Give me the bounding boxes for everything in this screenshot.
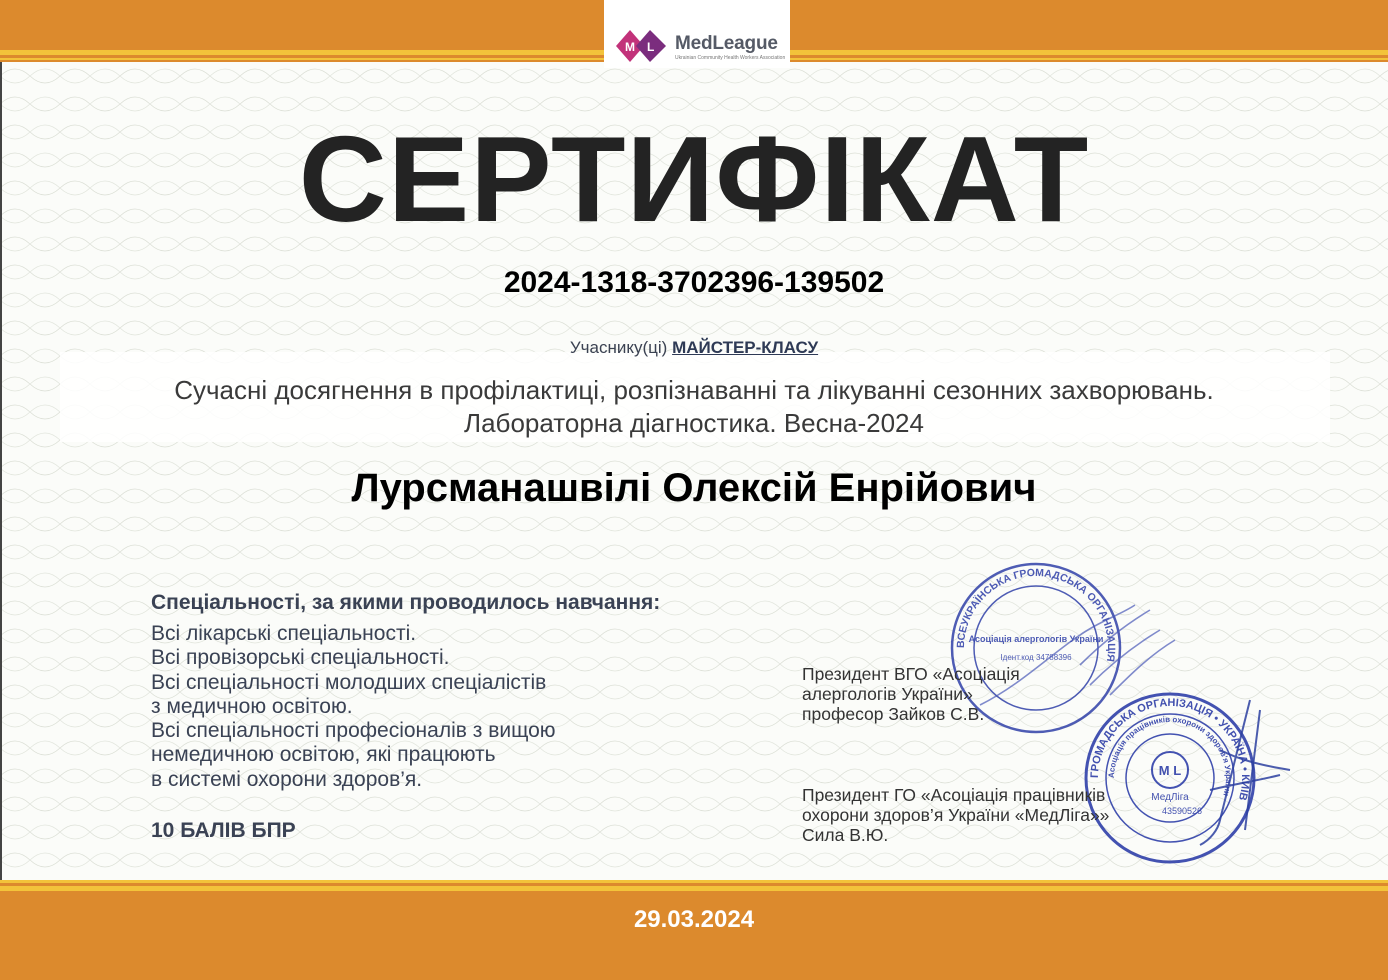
logo-brand-name: MedLeague: [675, 33, 778, 54]
issue-date: 29.03.2024: [633, 906, 755, 933]
logo-subtitle: Ukrainian Community Health Workers Association: [675, 55, 786, 61]
stamp1-code: Ідент.код 34788396: [1000, 653, 1072, 662]
stamp1-ring-text: ВСЕУКРАЇНСЬКА ГРОМАДСЬКА ОРГАНІЗАЦІЯ: [954, 566, 1118, 663]
specialties-heading: Спеціальності, за якими проводилось навчання:: [151, 591, 661, 614]
signatory-line: Президент ВГО «Асоціація: [802, 664, 1020, 684]
signatory-line: Сила В.Ю.: [802, 825, 889, 845]
certificate-number: 2024-1318-3702396-139502: [503, 266, 885, 299]
certificate-title: СЕРТИФІКАТ: [298, 111, 1090, 247]
specialty-line: Всі провізорські спеціальності.: [151, 646, 450, 670]
signatory-medliga: [802, 785, 1109, 845]
handwritten-signature: [1140, 690, 1300, 860]
specialty-line: Всі спеціальності молодших спеціалістів: [151, 670, 547, 694]
specialties-list: [151, 622, 556, 792]
signatory-line: професор Зайков С.В.: [802, 704, 985, 724]
svg-text:L: L: [647, 40, 655, 54]
signatory-line: Президент ГО «Асоціація працівників: [802, 785, 1106, 805]
course-title-line: Лабораторна діагностика. Весна-2024: [464, 408, 924, 438]
signatory-line: охорони здоров’я України «МедЛіга»»: [802, 805, 1110, 825]
stamp2-code: 43590526: [1161, 806, 1203, 816]
specialty-line: в системі охорони здоров’я.: [151, 767, 423, 791]
course-title-line: Сучасні досягнення в профілактиці, розпізнаванні та лікуванні сезонних захворювань.: [174, 375, 1214, 405]
specialty-line: Всі лікарські спеціальності.: [151, 622, 417, 645]
specialty-line: з медичною освітою.: [151, 694, 353, 718]
specialty-line: Всі спеціальності професіоналів з вищою: [151, 719, 556, 743]
course-title: [0, 374, 1388, 440]
stamp2-brand: МедЛіга: [1151, 792, 1189, 803]
recipient-name: Лурсманашвілі Олексій Енрійович: [351, 466, 1037, 510]
stamp2-mark: M L: [1158, 763, 1182, 778]
bottom-stripe-thin: [0, 880, 1388, 883]
signatory-line: алергологів України»: [802, 684, 973, 704]
cpd-points: 10 БАЛІВ БПР: [151, 819, 296, 842]
stamp2-ring-text: ГРОМАДСЬКА ОРГАНІЗАЦІЯ • УКРАЇНА • КИЇВ: [1088, 696, 1252, 802]
svg-text:M: M: [625, 40, 635, 54]
participant-prefix: Учаснику(ці): [569, 338, 668, 357]
stamp1-inner-text: Асоціація алергологів України: [968, 634, 1104, 644]
medleague-logo-icon: [616, 28, 672, 64]
stamp2-inner-ring-text: Асоціація працівників охорони здоров'я України: [1106, 714, 1234, 798]
bottom-stripe: [0, 886, 1388, 891]
participation-type: МАЙСТЕР-КЛАСУ: [672, 338, 819, 357]
specialty-line: немедичною освітою, які працюють: [151, 743, 496, 767]
participant-line: [0, 338, 1388, 358]
